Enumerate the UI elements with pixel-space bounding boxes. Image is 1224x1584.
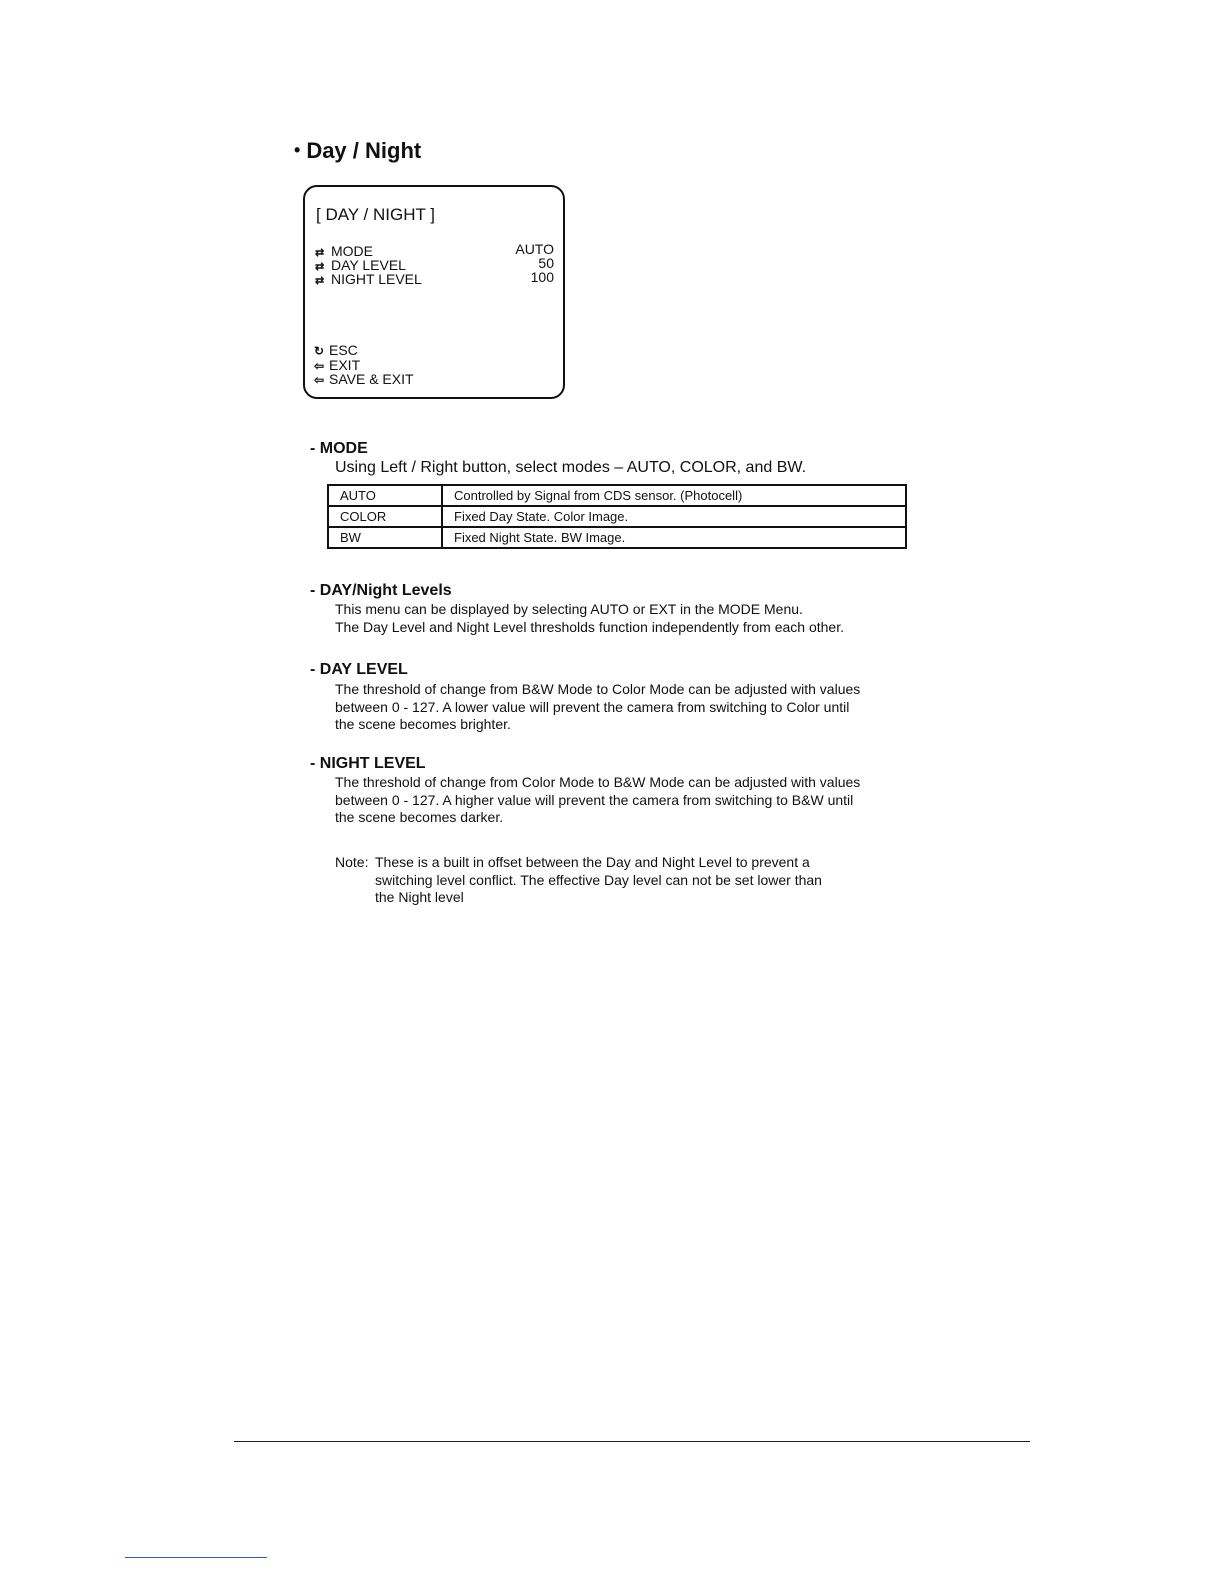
note-line: switching level conflict. The effective Day level can not be set lower than (375, 871, 822, 888)
osd-title: [ DAY / NIGHT ] (316, 205, 436, 224)
table-cell-mode: COLOR (328, 506, 442, 527)
note-line: These is a built in offset between the Day and Night Level to prevent a (375, 854, 810, 870)
osd-foot-label: EXIT (329, 357, 361, 373)
osd-item-night-level (315, 269, 554, 287)
osd-item-label: NIGHT LEVEL (331, 271, 422, 287)
enter-icon: ⇦ (314, 359, 325, 373)
page-title-text: Day / Night (306, 138, 422, 163)
osd-item-label: DAY LEVEL (331, 257, 406, 273)
mode-heading: - MODE (310, 440, 368, 457)
table-cell-description: Fixed Day State. Color Image. (442, 506, 906, 527)
table-cell-mode: AUTO (328, 485, 442, 506)
table-cell-description: Fixed Night State. BW Image. (442, 527, 906, 548)
enter-icon: ⇦ (314, 373, 325, 387)
left-right-arrow-icon: ⇄ (315, 247, 325, 259)
osd-item-value: AUTO (515, 241, 554, 257)
osd-foot-label: SAVE & EXIT (329, 371, 414, 387)
levels-line: This menu can be displayed by selecting AUTO or EXT in the MODE Menu. (335, 601, 803, 617)
table-cell-description: Controlled by Signal from CDS sensor. (Photocell) (442, 485, 906, 506)
osd-esc (314, 343, 358, 358)
osd-item-value: 50 (538, 255, 554, 271)
note-text (375, 854, 822, 907)
osd-menu-box (303, 185, 565, 399)
osd-item-label: MODE (331, 243, 373, 259)
note-line: the Night level (375, 889, 464, 905)
levels-heading: - DAY/Night Levels (310, 582, 452, 599)
day-level-heading: - DAY LEVEL (310, 661, 408, 678)
table-row (328, 527, 906, 548)
bullet-icon: • (294, 140, 301, 160)
night-level-heading: - NIGHT LEVEL (310, 755, 426, 772)
footer-divider (234, 1441, 1030, 1442)
footer-link-underline (125, 1557, 267, 1558)
levels-body (335, 601, 844, 636)
osd-foot-label: ESC (329, 342, 358, 358)
night-level-body (335, 774, 860, 827)
left-right-arrow-icon: ⇄ (315, 261, 325, 273)
day-level-line: The threshold of change from B&W Mode to Color Mode can be adjusted with values (335, 681, 861, 697)
osd-save-exit (314, 372, 414, 387)
night-level-line: between 0 - 127. A higher value will prevent the camera from switching to B&W until (335, 791, 854, 808)
mode-intro: Using Left / Right button, select modes – AUTO, COLOR, and BW. (335, 459, 807, 476)
day-level-body (335, 681, 860, 734)
day-level-line: the scene becomes brighter. (335, 716, 511, 732)
table-row (328, 485, 906, 506)
left-right-arrow-icon: ⇄ (315, 275, 325, 287)
return-icon: ↻ (314, 344, 325, 358)
night-level-line: The threshold of change from Color Mode to B&W Mode can be adjusted with values (335, 774, 861, 790)
table-row (328, 506, 906, 527)
day-level-line: between 0 - 127. A lower value will prevent the camera from switching to Color until (335, 698, 850, 715)
mode-table (327, 484, 907, 549)
table-cell-mode: BW (328, 527, 442, 548)
page-title (294, 138, 421, 164)
levels-line: The Day Level and Night Level thresholds function independently from each other. (335, 618, 844, 635)
osd-item-value: 100 (530, 269, 554, 285)
night-level-line: the scene becomes darker. (335, 809, 504, 825)
note-label: Note: (335, 854, 369, 870)
